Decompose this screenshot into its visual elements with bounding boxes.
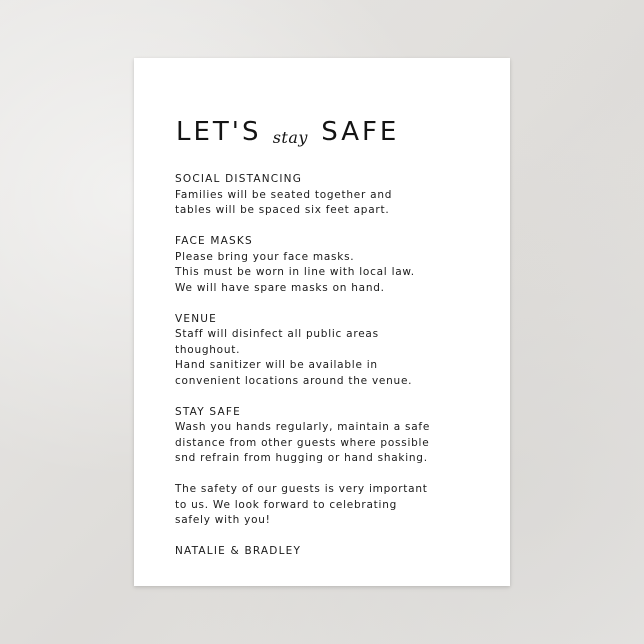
heading-script-stay: stay xyxy=(272,128,308,147)
closing-line: The safety of our guests is very important xyxy=(175,483,428,495)
section-venue xyxy=(175,312,505,390)
section-stay-safe xyxy=(175,405,505,467)
section-line: convenient locations around the venue. xyxy=(175,374,413,387)
section-line: Hand sanitizer will be available in xyxy=(175,359,378,371)
section-line: This must be worn in line with local law. xyxy=(175,266,415,278)
section-line: snd refrain from hugging or hand shaking. xyxy=(175,452,428,464)
closing-message xyxy=(175,482,505,529)
signature: NATALIE & BRADLEY xyxy=(175,545,302,557)
closing-line: to us. We look forward to celebrating xyxy=(175,498,398,511)
section-line: Staff will disinfect all public areas xyxy=(175,328,379,340)
section-social-distancing xyxy=(175,172,505,219)
section-face-masks xyxy=(175,234,505,296)
section-title: SOCIAL DISTANCING xyxy=(175,173,303,185)
closing-line: safely with you! xyxy=(175,514,271,526)
section-line: tables will be spaced six feet apart. xyxy=(175,204,390,216)
section-title: STAY SAFE xyxy=(175,405,241,418)
section-title: FACE MASKS xyxy=(175,235,253,247)
section-line: distance from other guests where possible xyxy=(175,436,430,449)
section-line: We will have spare masks on hand. xyxy=(175,281,385,294)
heading-lets: LET'S xyxy=(176,117,262,147)
section-line: Wash you hands regularly, maintain a safe xyxy=(175,421,431,433)
section-line: thoughout. xyxy=(175,343,241,356)
heading-safe: SAFE xyxy=(321,117,400,147)
card-body xyxy=(175,172,505,560)
section-line: Please bring your face masks. xyxy=(175,250,355,263)
section-title: VENUE xyxy=(175,312,217,325)
safety-card xyxy=(134,58,510,586)
section-line: Families will be seated together and xyxy=(175,188,393,201)
card-heading xyxy=(176,114,399,153)
